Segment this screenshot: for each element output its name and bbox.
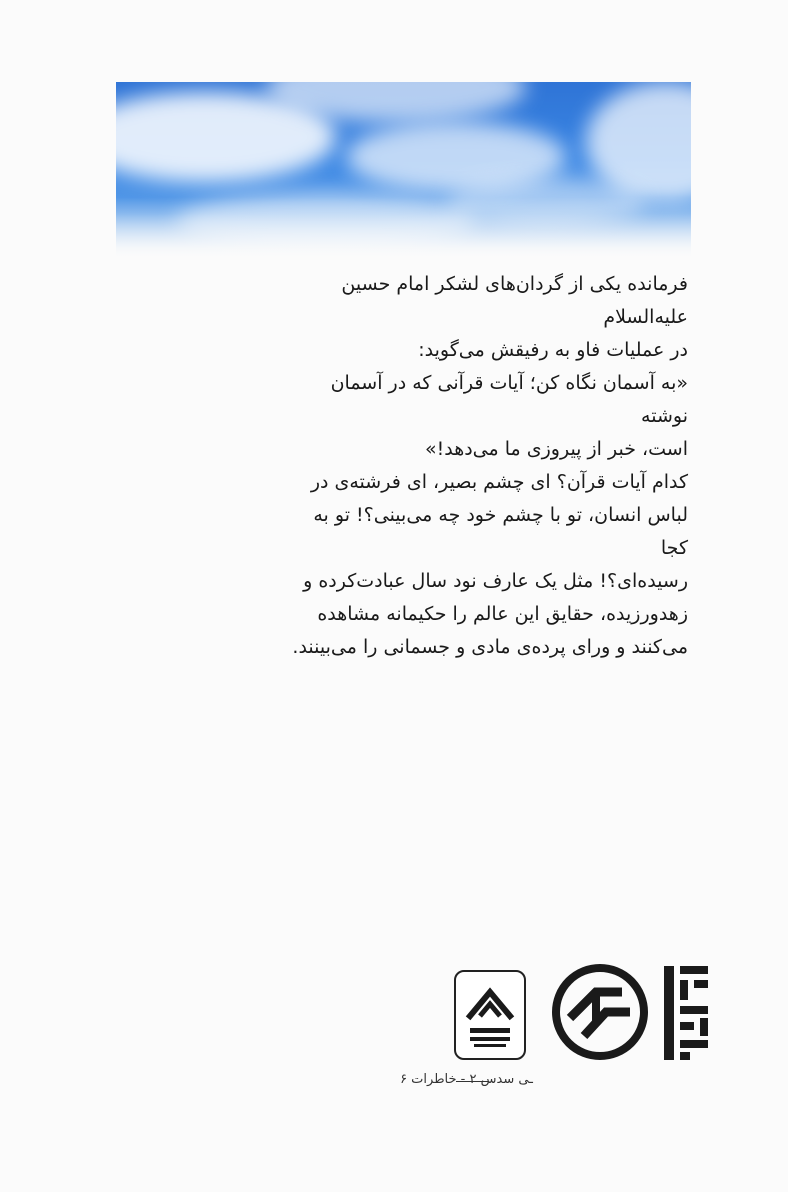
text-line-1: فرمانده یکی از گردان‌های لشکر امام حسین علیه‌السلام: [341, 273, 688, 328]
text-line-7: رسیده‌ای؟! مثل یک عارف نود سال عبادت‌کرده و: [303, 570, 688, 592]
text-line-4: است، خبر از پیروزی ما می‌دهد!»: [424, 438, 688, 460]
text-line-6: لباس انسان، تو با چشم خود چه می‌بینی؟! تو به کجا: [313, 504, 688, 559]
footer-rule: [456, 1081, 488, 1082]
text-line-2: در عملیات فاو به رفیقش می‌گوید:: [418, 339, 688, 361]
text-line-9: می‌کنند و ورای پرده‌ی مادی و جسمانی را می‌بینند.: [292, 636, 688, 658]
main-paragraph: [288, 268, 688, 664]
publisher-logos: [450, 962, 720, 1072]
publisher-logo-mark-icon: [550, 962, 650, 1062]
publisher-logo-small-icon: [454, 970, 526, 1060]
text-line-8: زهدورزیده، حقایق این عالم را حکیمانه مشاهده: [317, 603, 688, 625]
sky-fade: [116, 197, 691, 257]
series-label: ـی سدس ۲ - خاطرات ۶: [400, 1072, 533, 1087]
sky-header-image: [116, 82, 691, 257]
publisher-logo-calligraphy-icon: [660, 962, 712, 1064]
text-line-3: «به آسمان نگاه کن؛ آیات قرآنی که در آسمان نوشته: [330, 372, 688, 427]
text-line-5: کدام آیات قرآن؟ ای چشم بصیر، ای فرشته‌ی در: [310, 471, 688, 493]
